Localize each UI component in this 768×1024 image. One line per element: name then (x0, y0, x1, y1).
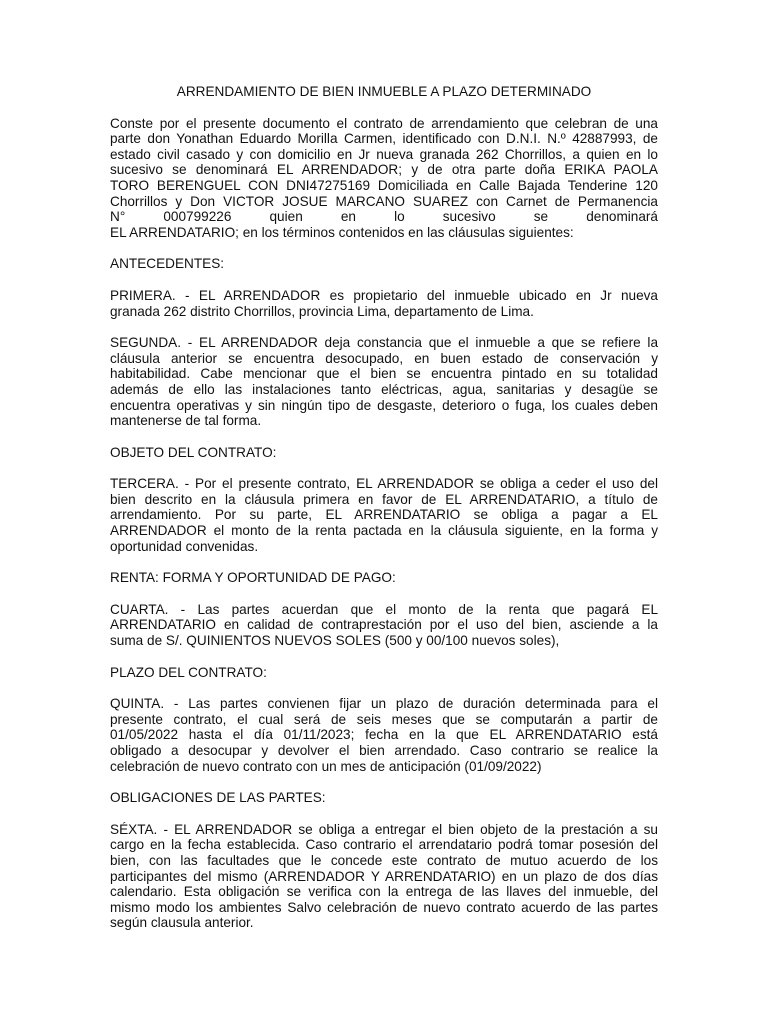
intro-line: estado civil casado y con domicilio en Jr nueva granada 262 Chorrillos, a quien en lo (110, 146, 658, 162)
intro-line: Chorrillos y Don VICTOR JOSUE MARCANO SUAREZ con Carnet de Permanencia (110, 193, 658, 209)
section-heading-renta: RENTA: FORMA Y OPORTUNIDAD DE PAGO: (110, 570, 396, 586)
clause-primera (110, 288, 658, 319)
section-heading-objeto: OBJETO DEL CONTRATO: (110, 444, 277, 460)
clause-line: SÉXTA. - EL ARRENDADOR se obliga a entregar el bien objeto de la prestación a su (110, 821, 658, 837)
clause-line: mantenerse de tal forma. (110, 413, 262, 429)
intro-line: N° 000799226 quien en lo sucesivo se denominará (110, 209, 658, 225)
intro-line: EL ARRENDATARIO; en los términos contenidos en las cláusulas siguientes: (110, 224, 574, 240)
document-body (110, 84, 658, 947)
section-heading-obligaciones: OBLIGACIONES DE LAS PARTES: (110, 790, 326, 806)
clause-line: encuentra operativas y sin ningún tipo de desgaste, deterioro o fuga, los cuales deben (110, 397, 658, 413)
intro-line: TORO BERENGUEL CON DNI47275169 Domiciliada en Calle Bajada Tenderine 120 (110, 177, 658, 193)
clause-line: arrendamiento. Por su parte, EL ARRENDATARIO se obliga a pagar a EL (110, 507, 658, 523)
clause-sexta (110, 822, 658, 931)
clause-line: participantes del mismo (ARRENDADOR Y ARRENDATARIO) en un plazo de dos días (110, 868, 658, 884)
clause-line: TERCERA. - Por el presente contrato, EL ARRENDADOR se obliga a ceder el uso del (110, 476, 658, 492)
clause-line: obligado a desocupar y devolver el bien arrendado. Caso contrario se realice la (110, 743, 658, 758)
clause-line: presente contrato, el cual será de seis meses que se computarán a partir de (110, 711, 658, 727)
clause-line: calendario. Esta obligación se verifica con la entrega de las llaves del inmueble, del (110, 884, 658, 900)
intro-paragraph (110, 116, 658, 241)
intro-line: parte don Yonathan Eduardo Morilla Carmen, identificado con D.N.I. N.º 42887993, de (110, 131, 658, 147)
clause-line: SEGUNDA. - EL ARRENDADOR deja constancia que el inmueble a que se refiere la (110, 335, 658, 351)
clause-line: además de ello las instalaciones tanto eléctricas, agua, sanitarias y desagüe se (110, 381, 658, 397)
clause-tercera (110, 476, 658, 554)
clause-line: bien, con las facultades que le concede este contrato de mutuo acuerdo de los (110, 852, 658, 868)
clause-line: granada 262 distrito Chorrillos, provincia Lima, departamento de Lima. (110, 303, 534, 319)
clause-line: cláusula anterior se encuentra desocupado, en buen estado de conservación y (110, 350, 658, 366)
intro-line: sucesivo se denominará EL ARRENDADOR; y de otra parte doña ERIKA PAOLA (110, 162, 658, 178)
clause-line: habitabilidad. Cabe mencionar que el bien se encuentra pintado en su totalidad (110, 366, 658, 382)
clause-line: PRIMERA. - EL ARRENDADOR es propietario del inmueble ubicado en Jr nueva (110, 287, 658, 303)
section-heading-plazo: PLAZO DEL CONTRATO: (110, 664, 267, 680)
clause-line: CUARTA. - Las partes acuerdan que el monto de la renta que pagará EL (110, 601, 658, 617)
clause-line: 01/05/2022 hasta el día 01/11/2023; fecha en la que EL ARRENDATARIO está (110, 727, 658, 743)
clause-line: ARRENDATARIO en calidad de contraprestación por el uso del bien, asciende a la (110, 617, 658, 633)
clause-line: bien descrito en la cláusula primera en favor de EL ARRENDATARIO, a título de (110, 491, 658, 507)
clause-quinta (110, 696, 658, 774)
clause-line: suma de S/. QUINIENTOS NUEVOS SOLES (500 y 00/100 nuevos soles), (110, 633, 560, 649)
clause-line: oportunidad convenidas. (110, 538, 259, 554)
intro-line: Conste por el presente documento el contrato de arrendamiento que celebran de una (110, 115, 658, 131)
clause-line: mismo modo los ambientes Salvo celebración de nuevo contrato acuerdo de las partes (110, 899, 658, 915)
section-heading-antecedentes: ANTECEDENTES: (110, 256, 225, 272)
clause-line: QUINTA. - Las partes convienen fijar un plazo de duración determinada para el (110, 696, 658, 712)
clause-line: cargo en la fecha establecida. Caso contrario el arrendatario podrá tomar posesión del (110, 837, 658, 853)
document-title: ARRENDAMIENTO DE BIEN INMUEBLE A PLAZO DETERMINADO (176, 84, 592, 99)
clause-line: según clausula anterior. (110, 915, 254, 931)
clause-line: celebración de nuevo contrato con un mes de anticipación (01/09/2022) (110, 758, 542, 774)
clause-segunda (110, 335, 658, 429)
clause-cuarta (110, 602, 658, 649)
clause-line: ARRENDADOR el monto de la renta pactada en la cláusula siguiente, en la forma y (110, 523, 658, 539)
